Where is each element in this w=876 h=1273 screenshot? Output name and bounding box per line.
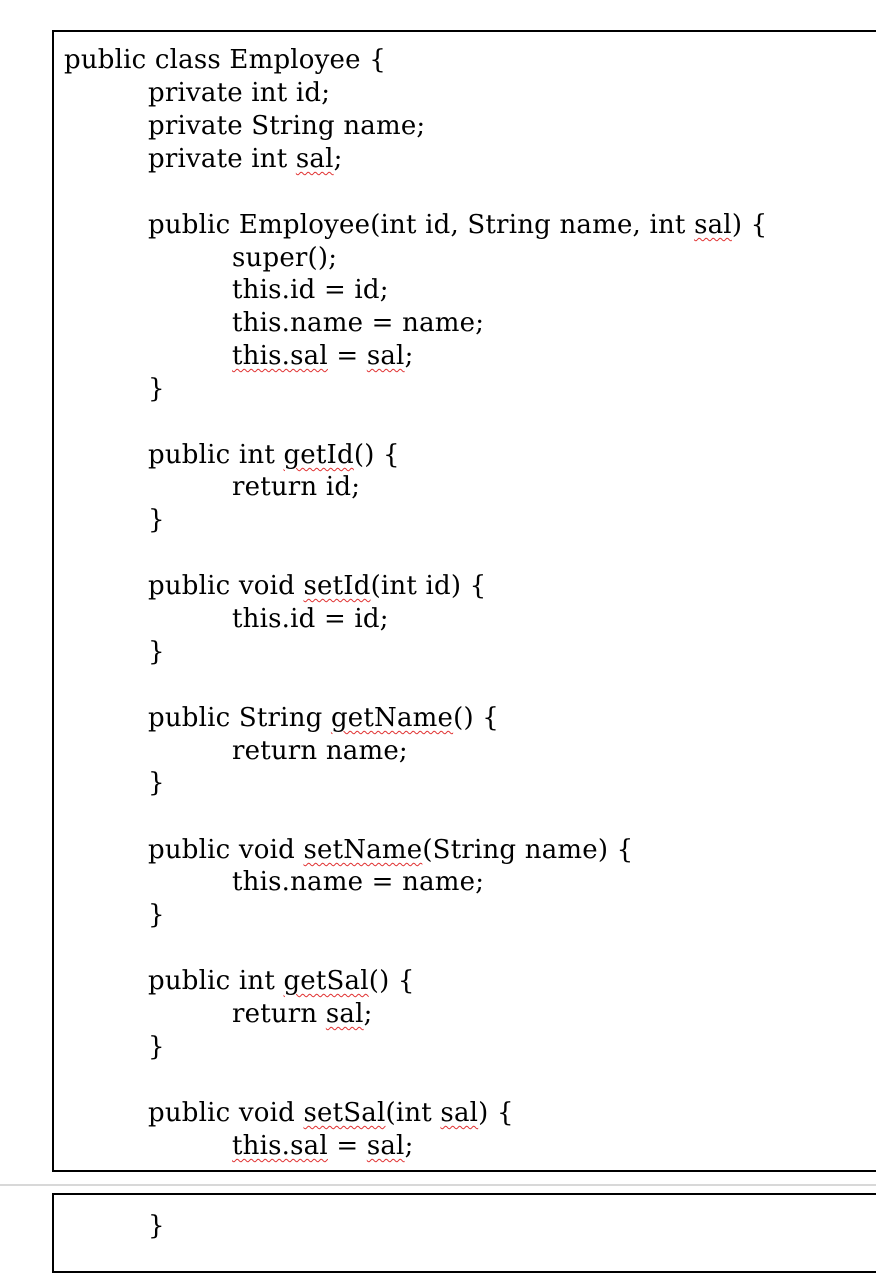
- code-text: public String: [148, 703, 331, 733]
- spellcheck-flagged-word: getId: [283, 440, 354, 470]
- code-text: }: [148, 1032, 165, 1062]
- code-line: [148, 767, 165, 799]
- spellcheck-flagged-word: this.sal: [232, 341, 328, 371]
- code-text: private String name;: [148, 111, 426, 141]
- code-line: [148, 899, 165, 931]
- code-line: [148, 1210, 165, 1242]
- code-text: this.name = name;: [232, 308, 485, 338]
- code-text: () {: [353, 440, 400, 470]
- code-line: [232, 274, 389, 306]
- spellcheck-flagged-word: sal: [325, 999, 364, 1029]
- code-text: =: [327, 341, 367, 371]
- code-text: super();: [232, 243, 338, 273]
- spellcheck-flagged-word: setName: [303, 835, 423, 865]
- code-text: ;: [404, 1131, 414, 1161]
- code-text: public Employee(int id, String name, int: [148, 210, 695, 240]
- code-text: }: [148, 505, 165, 535]
- page-separator: [0, 1184, 876, 1186]
- code-text: }: [148, 637, 165, 667]
- code-line: [232, 1130, 414, 1162]
- code-text: }: [148, 900, 165, 930]
- spellcheck-flagged-word: sal: [694, 210, 732, 240]
- code-text: private int id;: [148, 78, 331, 108]
- code-line: [148, 965, 415, 997]
- code-text: return: [232, 999, 326, 1029]
- code-text: }: [148, 374, 165, 404]
- code-text: ) {: [478, 1098, 514, 1128]
- code-line: [148, 77, 330, 109]
- code-text: this.id = id;: [232, 604, 389, 634]
- code-text: =: [327, 1131, 367, 1161]
- code-text: }: [148, 768, 165, 798]
- code-line: [148, 570, 486, 602]
- spellcheck-flagged-word: setSal: [303, 1098, 386, 1128]
- code-text: ;: [363, 999, 373, 1029]
- code-text: public int: [148, 440, 284, 470]
- code-text: public void: [148, 835, 304, 865]
- code-text: () {: [453, 703, 500, 733]
- spellcheck-flagged-word: setId: [303, 571, 371, 601]
- code-text: ;: [404, 341, 414, 371]
- code-text: return name;: [232, 736, 408, 766]
- code-line: [148, 702, 499, 734]
- code-text: () {: [368, 966, 415, 996]
- code-line: [148, 834, 633, 866]
- code-text: this.id = id;: [232, 275, 389, 305]
- code-line: [148, 373, 165, 405]
- code-line: [232, 735, 408, 767]
- code-line: [148, 110, 425, 142]
- code-text: return id;: [232, 472, 361, 502]
- code-text: public void: [148, 1098, 304, 1128]
- code-line: [148, 143, 343, 175]
- spellcheck-flagged-word: sal: [366, 1131, 405, 1161]
- spellcheck-flagged-word: sal: [295, 144, 334, 174]
- code-line: [232, 998, 373, 1030]
- code-line: [232, 340, 414, 372]
- spellcheck-flagged-word: this.sal: [232, 1131, 328, 1161]
- code-text: private int: [148, 144, 296, 174]
- code-text: }: [148, 1211, 165, 1241]
- code-line: [232, 866, 484, 898]
- code-line: [232, 307, 484, 339]
- spellcheck-flagged-word: getName: [330, 703, 454, 733]
- code-text: this.name = name;: [232, 867, 485, 897]
- code-line: [64, 44, 386, 76]
- code-line: [232, 242, 337, 274]
- code-text: ;: [333, 144, 343, 174]
- code-line: [148, 504, 165, 536]
- code-line: [232, 471, 360, 503]
- code-line: [148, 636, 165, 668]
- spellcheck-flagged-word: sal: [440, 1098, 479, 1128]
- code-line: [148, 439, 400, 471]
- code-text: (int: [385, 1098, 441, 1128]
- code-text: (String name) {: [422, 835, 634, 865]
- code-text: ) {: [731, 210, 768, 240]
- code-line: [148, 1097, 514, 1129]
- code-line: [148, 1031, 165, 1063]
- code-text: (int id) {: [370, 571, 487, 601]
- spellcheck-flagged-word: sal: [366, 341, 405, 371]
- code-text: public void: [148, 571, 304, 601]
- code-text: public int: [148, 966, 284, 996]
- spellcheck-flagged-word: getSal: [283, 966, 369, 996]
- document-page-next: [52, 1193, 876, 1273]
- code-text: public class Employee {: [64, 45, 386, 75]
- code-line: [232, 603, 389, 635]
- code-line: [148, 209, 767, 241]
